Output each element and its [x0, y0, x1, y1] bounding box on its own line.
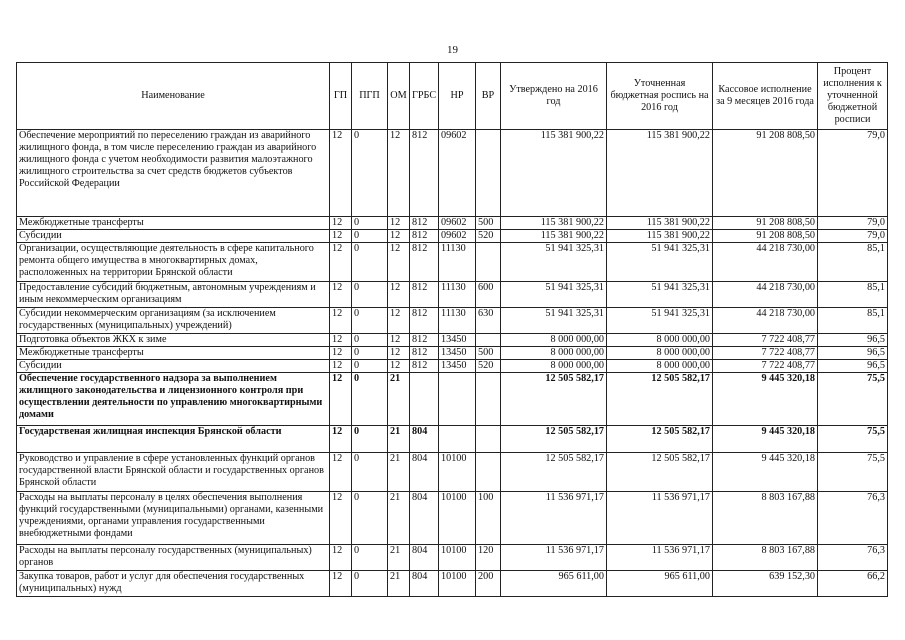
- cell-nr: [439, 426, 476, 453]
- cell-refined: 11 536 971,17: [607, 492, 713, 545]
- header-om: ОМ: [388, 63, 410, 130]
- cell-om: 12: [388, 347, 410, 360]
- cell-name: Обеспечение мероприятий по переселению граждан из аварийного жилищного фонда, в том числе переселению граждан из аварийного жилищного фонда с учетом необходимости развития малоэтажного жилищного строительства за счет средств бюджетов субъектов Российской Федерации: [17, 130, 330, 217]
- cell-cash: 9 445 320,18: [713, 453, 818, 492]
- header-gp: ГП: [330, 63, 352, 130]
- cell-gp: 12: [330, 571, 352, 597]
- cell-refined: 8 000 000,00: [607, 347, 713, 360]
- cell-name: Межбюджетные трансферты: [17, 217, 330, 230]
- table-row: [17, 360, 888, 373]
- page-number: 19: [447, 44, 458, 56]
- table-row: [17, 453, 888, 492]
- cell-refined: 11 536 971,17: [607, 545, 713, 571]
- table-header-row: [17, 63, 888, 130]
- cell-nr: 10100: [439, 571, 476, 597]
- cell-om: 12: [388, 360, 410, 373]
- cell-refined: 12 505 582,17: [607, 426, 713, 453]
- cell-gp: 12: [330, 282, 352, 308]
- cell-om: 21: [388, 426, 410, 453]
- cell-cash: 639 152,30: [713, 571, 818, 597]
- cell-cash: 8 803 167,88: [713, 545, 818, 571]
- cell-percent: 79,0: [818, 230, 888, 243]
- table-row: [17, 217, 888, 230]
- cell-vr: 500: [476, 347, 501, 360]
- cell-refined: 8 000 000,00: [607, 334, 713, 347]
- cell-vr: 600: [476, 282, 501, 308]
- cell-vr: [476, 130, 501, 217]
- cell-cash: 7 722 408,77: [713, 334, 818, 347]
- cell-name: Субсидии: [17, 230, 330, 243]
- cell-grbs: 812: [410, 334, 439, 347]
- cell-approved: 115 381 900,22: [501, 130, 607, 217]
- table-row: [17, 492, 888, 545]
- cell-cash: 44 218 730,00: [713, 308, 818, 334]
- header-percent: Процент исполнения к уточненной бюджетной росписи: [818, 63, 888, 130]
- cell-nr: 11130: [439, 243, 476, 282]
- cell-cash: 9 445 320,18: [713, 373, 818, 426]
- cell-vr: 630: [476, 308, 501, 334]
- table-row: [17, 571, 888, 597]
- cell-gp: 12: [330, 334, 352, 347]
- header-approved: Утверждено на 2016 год: [501, 63, 607, 130]
- cell-grbs: 804: [410, 426, 439, 453]
- cell-om: 12: [388, 334, 410, 347]
- cell-approved: 51 941 325,31: [501, 308, 607, 334]
- header-cash: Кассовое исполнение за 9 месяцев 2016 года: [713, 63, 818, 130]
- cell-refined: 115 381 900,22: [607, 130, 713, 217]
- cell-percent: 79,0: [818, 217, 888, 230]
- cell-vr: 520: [476, 230, 501, 243]
- cell-pgp: 0: [352, 426, 388, 453]
- cell-approved: 51 941 325,31: [501, 282, 607, 308]
- table-row: [17, 243, 888, 282]
- cell-gp: 12: [330, 373, 352, 426]
- cell-om: 21: [388, 453, 410, 492]
- cell-pgp: 0: [352, 347, 388, 360]
- cell-refined: 115 381 900,22: [607, 230, 713, 243]
- cell-grbs: 804: [410, 453, 439, 492]
- cell-om: 12: [388, 217, 410, 230]
- cell-percent: 85,1: [818, 308, 888, 334]
- cell-percent: 75,5: [818, 426, 888, 453]
- header-pgp: ПГП: [352, 63, 388, 130]
- cell-vr: 100: [476, 492, 501, 545]
- cell-approved: 8 000 000,00: [501, 347, 607, 360]
- cell-refined: 12 505 582,17: [607, 373, 713, 426]
- cell-name: Обеспечение государственного надзора за выполнением жилищного законодательства и лицензионного контроля при осуществлении деятельности по управлению многоквартирными домами: [17, 373, 330, 426]
- header-refined: Уточненная бюджетная роспись на 2016 год: [607, 63, 713, 130]
- cell-percent: 75,5: [818, 373, 888, 426]
- cell-approved: 12 505 582,17: [501, 453, 607, 492]
- cell-om: 12: [388, 230, 410, 243]
- cell-om: 12: [388, 243, 410, 282]
- cell-name: Предоставление субсидий бюджетным, автономным учреждениям и иным некоммерческим организациям: [17, 282, 330, 308]
- cell-nr: 13450: [439, 347, 476, 360]
- cell-name: Межбюджетные трансферты: [17, 347, 330, 360]
- cell-approved: 115 381 900,22: [501, 230, 607, 243]
- cell-name: Расходы на выплаты персоналу государственных (муниципальных) органов: [17, 545, 330, 571]
- table-body: [17, 130, 888, 597]
- cell-gp: 12: [330, 130, 352, 217]
- cell-grbs: 812: [410, 130, 439, 217]
- cell-name: Закупка товаров, работ и услуг для обеспечения государственных (муниципальных) нужд: [17, 571, 330, 597]
- table-row: [17, 373, 888, 426]
- cell-refined: 115 381 900,22: [607, 217, 713, 230]
- cell-om: 21: [388, 373, 410, 426]
- cell-gp: 12: [330, 243, 352, 282]
- cell-cash: 7 722 408,77: [713, 360, 818, 373]
- cell-gp: 12: [330, 360, 352, 373]
- cell-approved: 965 611,00: [501, 571, 607, 597]
- cell-grbs: 804: [410, 545, 439, 571]
- cell-approved: 51 941 325,31: [501, 243, 607, 282]
- table-row: [17, 545, 888, 571]
- cell-name: Подготовка объектов ЖКХ к зиме: [17, 334, 330, 347]
- cell-pgp: 0: [352, 545, 388, 571]
- cell-grbs: 812: [410, 360, 439, 373]
- cell-pgp: 0: [352, 571, 388, 597]
- cell-gp: 12: [330, 426, 352, 453]
- cell-approved: 8 000 000,00: [501, 334, 607, 347]
- cell-vr: 120: [476, 545, 501, 571]
- cell-percent: 79,0: [818, 130, 888, 217]
- cell-pgp: 0: [352, 243, 388, 282]
- cell-percent: 96,5: [818, 347, 888, 360]
- cell-name: Расходы на выплаты персоналу в целях обеспечения выполнения функций государственными (муниципальными) органами, казенными учреждениями, органами управления государственными внебюджетными фондами: [17, 492, 330, 545]
- cell-grbs: 812: [410, 347, 439, 360]
- cell-vr: 500: [476, 217, 501, 230]
- cell-pgp: 0: [352, 282, 388, 308]
- cell-nr: 11130: [439, 282, 476, 308]
- header-vr: ВР: [476, 63, 501, 130]
- cell-nr: 10100: [439, 492, 476, 545]
- cell-om: 21: [388, 571, 410, 597]
- cell-cash: 9 445 320,18: [713, 426, 818, 453]
- cell-grbs: 812: [410, 243, 439, 282]
- cell-om: 12: [388, 308, 410, 334]
- cell-refined: 51 941 325,31: [607, 243, 713, 282]
- table-row: [17, 308, 888, 334]
- cell-refined: 965 611,00: [607, 571, 713, 597]
- cell-refined: 51 941 325,31: [607, 282, 713, 308]
- cell-vr: [476, 426, 501, 453]
- cell-grbs: 812: [410, 217, 439, 230]
- cell-om: 12: [388, 282, 410, 308]
- cell-vr: [476, 334, 501, 347]
- header-name: Наименование: [17, 63, 330, 130]
- cell-grbs: [410, 373, 439, 426]
- cell-nr: 10100: [439, 453, 476, 492]
- cell-percent: 96,5: [818, 334, 888, 347]
- cell-grbs: 812: [410, 282, 439, 308]
- cell-grbs: 804: [410, 492, 439, 545]
- cell-percent: 96,5: [818, 360, 888, 373]
- cell-cash: 91 208 808,50: [713, 230, 818, 243]
- cell-gp: 12: [330, 545, 352, 571]
- cell-name: Государственая жилищная инспекция Брянской области: [17, 426, 330, 453]
- cell-refined: 12 505 582,17: [607, 453, 713, 492]
- cell-cash: 91 208 808,50: [713, 130, 818, 217]
- header-grbs: ГРБС: [410, 63, 439, 130]
- cell-gp: 12: [330, 347, 352, 360]
- cell-nr: 13450: [439, 360, 476, 373]
- cell-cash: 44 218 730,00: [713, 282, 818, 308]
- cell-nr: 09602: [439, 130, 476, 217]
- cell-name: Организации, осуществляющие деятельность в сфере капитального ремонта общего имущества в многоквартирных домах, расположенных на территории Брянской области: [17, 243, 330, 282]
- cell-cash: 7 722 408,77: [713, 347, 818, 360]
- cell-refined: 8 000 000,00: [607, 360, 713, 373]
- cell-nr: 10100: [439, 545, 476, 571]
- budget-table: [16, 62, 888, 597]
- cell-om: 12: [388, 130, 410, 217]
- cell-cash: 44 218 730,00: [713, 243, 818, 282]
- cell-nr: 09602: [439, 217, 476, 230]
- cell-pgp: 0: [352, 217, 388, 230]
- cell-nr: 09602: [439, 230, 476, 243]
- cell-grbs: 804: [410, 571, 439, 597]
- cell-nr: [439, 373, 476, 426]
- cell-gp: 12: [330, 217, 352, 230]
- cell-vr: [476, 373, 501, 426]
- cell-approved: 11 536 971,17: [501, 545, 607, 571]
- cell-gp: 12: [330, 230, 352, 243]
- cell-vr: [476, 243, 501, 282]
- cell-percent: 85,1: [818, 243, 888, 282]
- cell-cash: 8 803 167,88: [713, 492, 818, 545]
- cell-pgp: 0: [352, 308, 388, 334]
- table-row: [17, 130, 888, 217]
- cell-cash: 91 208 808,50: [713, 217, 818, 230]
- cell-om: 21: [388, 492, 410, 545]
- cell-name: Руководство и управление в сфере установленных функций органов государственной власти Брянской области и государственных органов Брянской области: [17, 453, 330, 492]
- cell-pgp: 0: [352, 360, 388, 373]
- cell-vr: [476, 453, 501, 492]
- cell-pgp: 0: [352, 334, 388, 347]
- cell-pgp: 0: [352, 373, 388, 426]
- cell-percent: 66,2: [818, 571, 888, 597]
- cell-name: Субсидии некоммерческим организациям (за исключением государственных (муниципальных) учреждений): [17, 308, 330, 334]
- table-row: [17, 347, 888, 360]
- cell-nr: 13450: [439, 334, 476, 347]
- cell-percent: 76,3: [818, 545, 888, 571]
- cell-approved: 115 381 900,22: [501, 217, 607, 230]
- table-row: [17, 230, 888, 243]
- table-row: [17, 334, 888, 347]
- cell-pgp: 0: [352, 230, 388, 243]
- cell-name: Субсидии: [17, 360, 330, 373]
- cell-vr: 520: [476, 360, 501, 373]
- cell-percent: 76,3: [818, 492, 888, 545]
- cell-approved: 8 000 000,00: [501, 360, 607, 373]
- cell-grbs: 812: [410, 308, 439, 334]
- cell-pgp: 0: [352, 130, 388, 217]
- cell-refined: 51 941 325,31: [607, 308, 713, 334]
- table-row: [17, 282, 888, 308]
- cell-approved: 12 505 582,17: [501, 426, 607, 453]
- cell-approved: 12 505 582,17: [501, 373, 607, 426]
- cell-grbs: 812: [410, 230, 439, 243]
- cell-gp: 12: [330, 453, 352, 492]
- header-nr: НР: [439, 63, 476, 130]
- cell-vr: 200: [476, 571, 501, 597]
- cell-pgp: 0: [352, 492, 388, 545]
- cell-percent: 85,1: [818, 282, 888, 308]
- cell-approved: 11 536 971,17: [501, 492, 607, 545]
- cell-nr: 11130: [439, 308, 476, 334]
- cell-gp: 12: [330, 492, 352, 545]
- cell-percent: 75,5: [818, 453, 888, 492]
- table-row: [17, 426, 888, 453]
- cell-om: 21: [388, 545, 410, 571]
- cell-gp: 12: [330, 308, 352, 334]
- cell-pgp: 0: [352, 453, 388, 492]
